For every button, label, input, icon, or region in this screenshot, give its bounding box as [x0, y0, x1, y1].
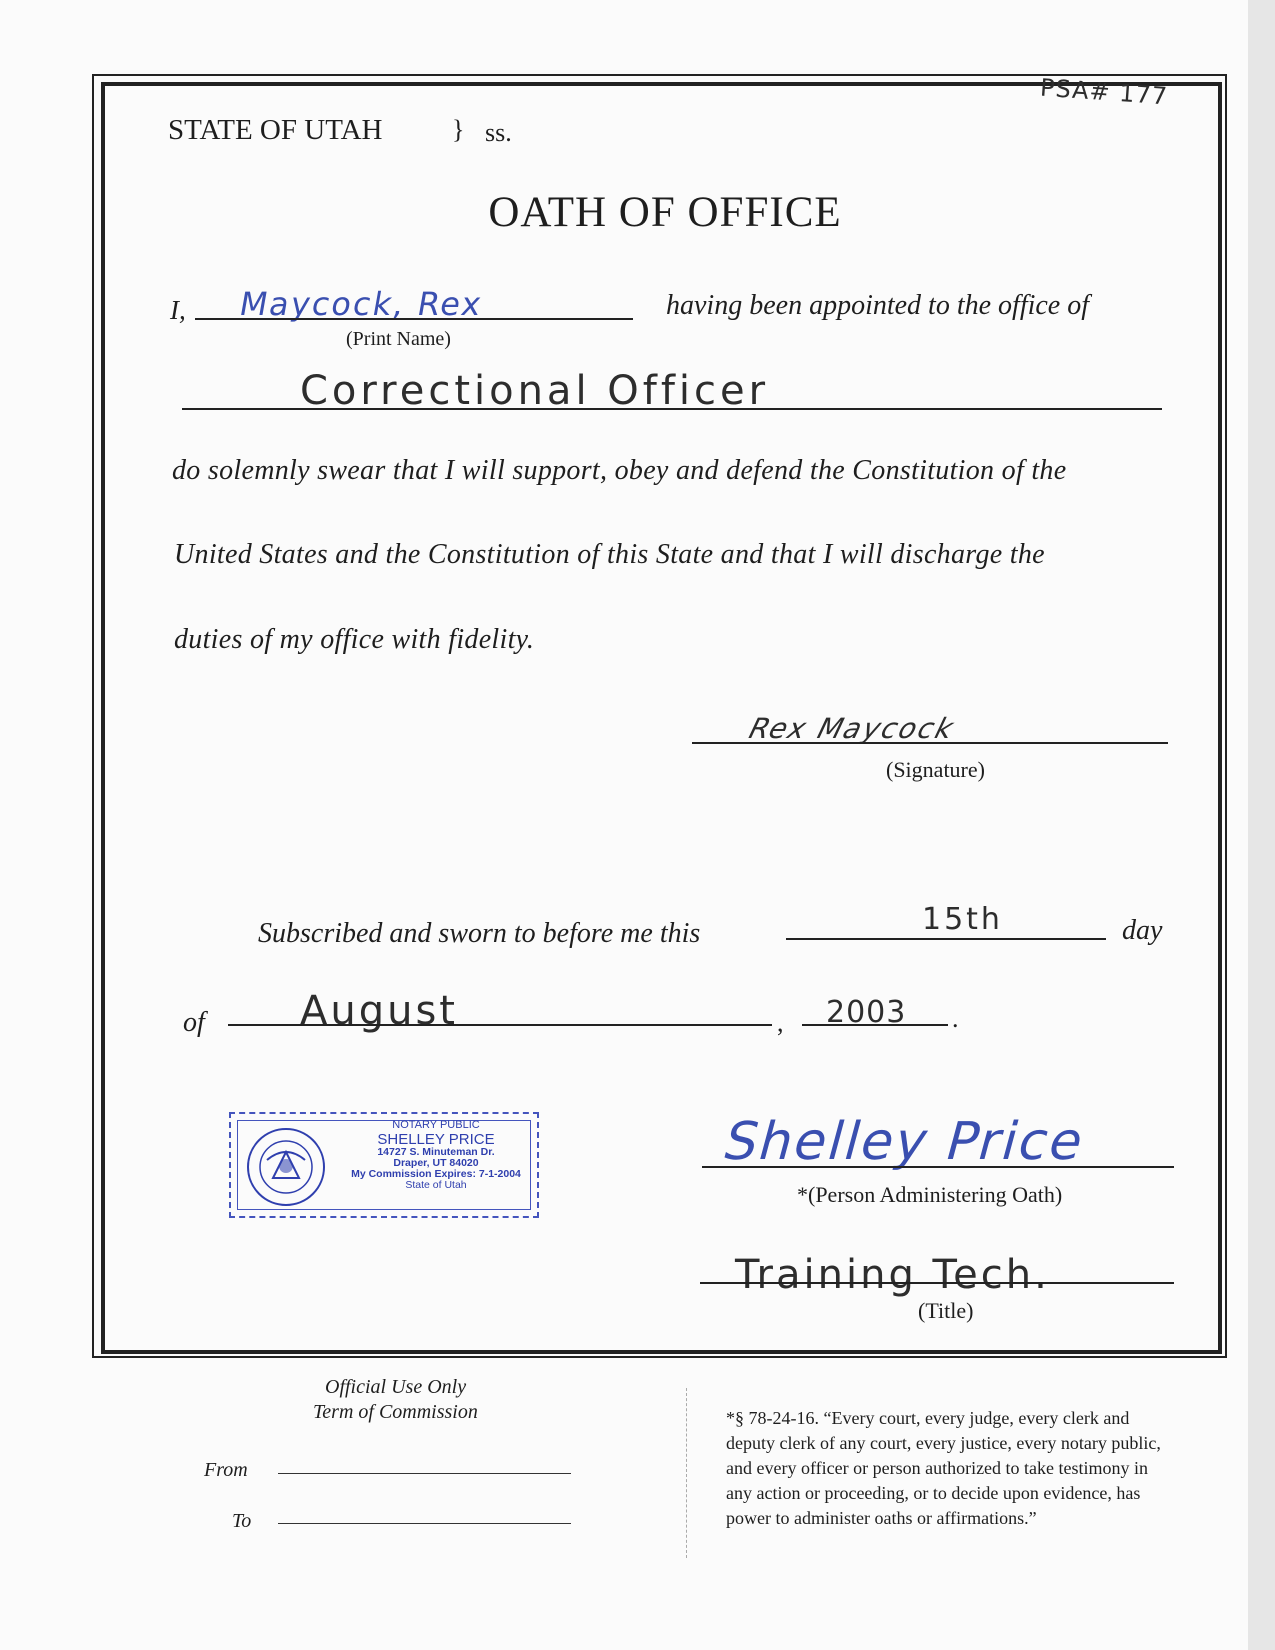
- footnote-line-5: power to administer oaths or affirmations.”: [726, 1508, 1037, 1528]
- term-of-commission-heading: Term of Commission: [313, 1401, 478, 1423]
- sworn-year-value: 2003: [826, 995, 907, 1030]
- sworn-month-value: August: [300, 988, 458, 1034]
- of-label: of: [183, 1007, 205, 1038]
- page-title: OATH OF OFFICE: [488, 189, 842, 236]
- signature-value: Rex Maycock: [742, 712, 963, 745]
- notary-stamp: [229, 1112, 539, 1218]
- oath-body-line-2: United States and the Constitution of this State and that I will discharge the: [174, 539, 1045, 570]
- notary-line-3: 14727 S. Minuteman Dr.: [377, 1146, 495, 1159]
- file-reference-handwritten: PSA# 177: [1039, 73, 1169, 111]
- venue-brace: }: [452, 115, 465, 144]
- sworn-year-line: [802, 1024, 948, 1026]
- day-label: day: [1122, 915, 1163, 946]
- administrator-signature-value: Shelley Price: [716, 1112, 1093, 1172]
- notary-line-1: NOTARY PUBLIC: [392, 1119, 480, 1131]
- from-line: [278, 1473, 571, 1474]
- print-name-caption: (Print Name): [346, 328, 451, 350]
- to-line: [278, 1523, 571, 1524]
- administrator-title-line: [700, 1282, 1174, 1284]
- from-label: From: [204, 1459, 248, 1481]
- notary-line-6: State of Utah: [405, 1179, 467, 1192]
- administrator-title-value: Training Tech.: [735, 1252, 1050, 1298]
- footnote-line-1: *§ 78-24-16. “Every court, every judge, every clerk and: [726, 1408, 1130, 1428]
- notary-line-4: Draper, UT 84020: [393, 1157, 479, 1170]
- notary-line-5: My Commission Expires: 7-1-2004: [351, 1168, 521, 1181]
- office-value: Correctional Officer: [300, 368, 770, 414]
- office-line: [182, 408, 1162, 410]
- sworn-day-line: [786, 938, 1106, 940]
- state-seal-icon: [243, 1126, 329, 1208]
- oath-body-line-3: duties of my office with fidelity.: [174, 624, 535, 655]
- year-period: .: [952, 1004, 959, 1033]
- print-name-line: [195, 318, 633, 320]
- footnote-line-3: and every officer or person authorized to take testimony in: [726, 1458, 1149, 1478]
- statute-footnote: [726, 1406, 1161, 1531]
- notary-line-2: SHELLEY PRICE: [377, 1130, 495, 1148]
- notary-stamp-text: [341, 1120, 531, 1191]
- administrator-title-caption: (Title): [918, 1298, 974, 1323]
- ss-label: ss.: [485, 118, 512, 147]
- sworn-prefix: Subscribed and sworn to before me this: [258, 918, 701, 949]
- month-comma: ,: [777, 1008, 784, 1037]
- i-label: I,: [170, 295, 186, 325]
- administrator-signature-line: [702, 1166, 1174, 1168]
- state-label: STATE OF UTAH: [168, 114, 383, 146]
- oath-body-line-1: do solemnly swear that I will support, obey and defend the Constitution of the: [172, 455, 1067, 486]
- print-name-value: Maycock, Rex: [236, 285, 487, 323]
- footnote-line-4: any action or proceeding, or to decide upon evidence, has: [726, 1483, 1141, 1503]
- administrator-caption: *(Person Administering Oath): [797, 1182, 1063, 1207]
- signature-line: [692, 742, 1168, 744]
- scan-right-edge: [1248, 0, 1275, 1650]
- footnote-line-2: deputy clerk of any court, every justice, every notary public,: [726, 1433, 1161, 1453]
- appointed-text: having been appointed to the office of: [666, 290, 1090, 321]
- sworn-month-line: [228, 1024, 772, 1026]
- to-label: To: [232, 1510, 252, 1532]
- official-use-heading: Official Use Only: [325, 1376, 467, 1398]
- sworn-day-value: 15th: [922, 902, 1003, 937]
- column-divider: [686, 1388, 687, 1558]
- signature-caption: (Signature): [886, 757, 985, 782]
